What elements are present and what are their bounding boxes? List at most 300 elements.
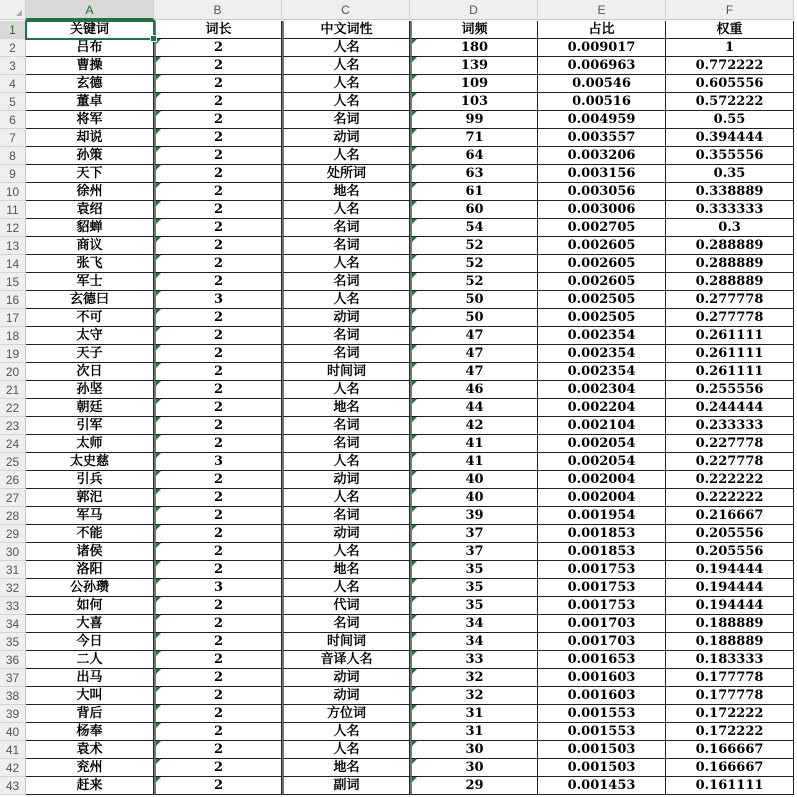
table-cell[interactable]: 名词 [282,435,410,453]
header-cell[interactable]: 占比 [538,21,666,39]
table-cell[interactable]: 2 [154,525,282,543]
table-cell[interactable]: 0.161111 [666,777,794,795]
table-cell[interactable]: 太史慈 [26,453,154,471]
table-cell[interactable]: 0.001703 [538,633,666,651]
table-cell[interactable]: 2 [154,327,282,345]
table-cell[interactable]: 2 [154,183,282,201]
table-cell[interactable]: 0.002304 [538,381,666,399]
table-cell[interactable]: 61 [410,183,538,201]
table-cell[interactable]: 40 [410,471,538,489]
table-cell[interactable]: 袁术 [26,741,154,759]
header-cell[interactable]: 词频 [410,21,538,39]
row-header[interactable]: 13 [0,237,26,255]
table-cell[interactable]: 71 [410,129,538,147]
table-cell[interactable]: 3 [154,453,282,471]
table-cell[interactable]: 副词 [282,777,410,795]
table-cell[interactable]: 50 [410,291,538,309]
table-cell[interactable]: 0.009017 [538,39,666,57]
table-cell[interactable]: 42 [410,417,538,435]
row-header[interactable]: 30 [0,543,26,561]
table-cell[interactable]: 大叫 [26,687,154,705]
table-cell[interactable]: 人名 [282,39,410,57]
table-cell[interactable]: 47 [410,327,538,345]
table-cell[interactable]: 吕布 [26,39,154,57]
table-cell[interactable]: 0.333333 [666,201,794,219]
table-cell[interactable]: 0.166667 [666,759,794,777]
row-header[interactable]: 21 [0,381,26,399]
table-cell[interactable]: 人名 [282,723,410,741]
row-header[interactable]: 35 [0,633,26,651]
table-cell[interactable]: 人名 [282,453,410,471]
table-cell[interactable]: 0.183333 [666,651,794,669]
table-cell[interactable]: 33 [410,651,538,669]
table-cell[interactable]: 0.261111 [666,363,794,381]
column-header-C[interactable]: C [282,0,410,20]
table-cell[interactable]: 人名 [282,381,410,399]
table-cell[interactable]: 0.002505 [538,291,666,309]
table-cell[interactable]: 2 [154,399,282,417]
table-cell[interactable]: 曹操 [26,57,154,75]
row-header[interactable]: 31 [0,561,26,579]
table-cell[interactable]: 代词 [282,597,410,615]
table-cell[interactable]: 名词 [282,219,410,237]
table-cell[interactable]: 0.288889 [666,255,794,273]
table-cell[interactable]: 貂蝉 [26,219,154,237]
table-cell[interactable]: 0.002204 [538,399,666,417]
table-cell[interactable]: 赶来 [26,777,154,795]
table-cell[interactable]: 2 [154,633,282,651]
table-cell[interactable]: 50 [410,309,538,327]
row-header[interactable]: 38 [0,687,26,705]
table-cell[interactable]: 大喜 [26,615,154,633]
table-cell[interactable]: 32 [410,669,538,687]
row-header[interactable]: 16 [0,291,26,309]
table-cell[interactable]: 35 [410,579,538,597]
table-cell[interactable]: 41 [410,453,538,471]
table-cell[interactable]: 动词 [282,687,410,705]
header-cell[interactable]: 权重 [666,21,794,39]
table-cell[interactable]: 0.261111 [666,345,794,363]
table-cell[interactable]: 0.255556 [666,381,794,399]
table-cell[interactable]: 人名 [282,543,410,561]
table-cell[interactable]: 0.002705 [538,219,666,237]
table-cell[interactable]: 2 [154,57,282,75]
table-cell[interactable]: 0.355556 [666,147,794,165]
row-header[interactable]: 20 [0,363,26,381]
table-cell[interactable]: 商议 [26,237,154,255]
table-cell[interactable]: 玄德曰 [26,291,154,309]
table-cell[interactable]: 2 [154,777,282,795]
table-cell[interactable]: 人名 [282,93,410,111]
table-cell[interactable]: 0.00546 [538,75,666,93]
table-cell[interactable]: 0.572222 [666,93,794,111]
table-cell[interactable]: 109 [410,75,538,93]
row-header[interactable]: 4 [0,75,26,93]
table-cell[interactable]: 公孙瓒 [26,579,154,597]
row-header[interactable]: 33 [0,597,26,615]
table-cell[interactable]: 0.277778 [666,309,794,327]
header-cell[interactable]: 关键词 [26,21,154,39]
row-header[interactable]: 12 [0,219,26,237]
table-cell[interactable]: 人名 [282,579,410,597]
table-cell[interactable]: 时间词 [282,633,410,651]
table-cell[interactable]: 2 [154,273,282,291]
table-cell[interactable]: 0.003056 [538,183,666,201]
table-cell[interactable]: 杨奉 [26,723,154,741]
row-header[interactable]: 15 [0,273,26,291]
table-cell[interactable]: 0.002605 [538,273,666,291]
table-cell[interactable]: 0.177778 [666,687,794,705]
table-cell[interactable]: 动词 [282,309,410,327]
row-header[interactable]: 29 [0,525,26,543]
table-cell[interactable]: 名词 [282,345,410,363]
row-header[interactable]: 26 [0,471,26,489]
table-cell[interactable]: 0.003557 [538,129,666,147]
table-cell[interactable]: 0.35 [666,165,794,183]
table-cell[interactable]: 2 [154,381,282,399]
table-cell[interactable]: 董卓 [26,93,154,111]
table-cell[interactable]: 0.002354 [538,327,666,345]
table-cell[interactable]: 0.772222 [666,57,794,75]
table-cell[interactable]: 0.166667 [666,741,794,759]
table-cell[interactable]: 将军 [26,111,154,129]
table-cell[interactable]: 名词 [282,507,410,525]
table-cell[interactable]: 名词 [282,237,410,255]
row-header[interactable]: 7 [0,129,26,147]
row-header[interactable]: 11 [0,201,26,219]
table-cell[interactable]: 0.001753 [538,561,666,579]
table-cell[interactable]: 处所词 [282,165,410,183]
table-cell[interactable]: 却说 [26,129,154,147]
table-cell[interactable]: 0.001954 [538,507,666,525]
table-cell[interactable]: 63 [410,165,538,183]
table-cell[interactable]: 名词 [282,417,410,435]
table-cell[interactable]: 3 [154,291,282,309]
table-cell[interactable]: 0.194444 [666,561,794,579]
row-header[interactable]: 6 [0,111,26,129]
table-cell[interactable]: 40 [410,489,538,507]
table-cell[interactable]: 如何 [26,597,154,615]
table-cell[interactable]: 2 [154,759,282,777]
table-cell[interactable]: 动词 [282,525,410,543]
table-cell[interactable]: 0.177778 [666,669,794,687]
table-cell[interactable]: 2 [154,147,282,165]
table-cell[interactable]: 47 [410,363,538,381]
table-cell[interactable]: 0.001503 [538,741,666,759]
table-cell[interactable]: 60 [410,201,538,219]
table-cell[interactable]: 0.188889 [666,615,794,633]
table-cell[interactable]: 2 [154,417,282,435]
table-cell[interactable]: 0.001503 [538,759,666,777]
table-cell[interactable]: 2 [154,255,282,273]
row-header[interactable]: 43 [0,777,26,795]
row-header[interactable]: 9 [0,165,26,183]
table-cell[interactable]: 地名 [282,399,410,417]
table-cell[interactable]: 0.394444 [666,129,794,147]
table-cell[interactable]: 103 [410,93,538,111]
table-cell[interactable]: 0.194444 [666,597,794,615]
table-cell[interactable]: 2 [154,615,282,633]
table-cell[interactable]: 孙策 [26,147,154,165]
table-cell[interactable]: 0.002605 [538,237,666,255]
table-cell[interactable]: 张飞 [26,255,154,273]
column-header-D[interactable]: D [410,0,538,20]
table-cell[interactable]: 2 [154,237,282,255]
row-header[interactable]: 10 [0,183,26,201]
table-cell[interactable]: 时间词 [282,363,410,381]
table-cell[interactable]: 99 [410,111,538,129]
table-cell[interactable]: 2 [154,165,282,183]
table-cell[interactable]: 0.172222 [666,705,794,723]
table-cell[interactable]: 2 [154,111,282,129]
table-cell[interactable]: 天下 [26,165,154,183]
row-header[interactable]: 14 [0,255,26,273]
table-cell[interactable]: 52 [410,237,538,255]
row-header[interactable]: 2 [0,39,26,57]
table-cell[interactable]: 0.001553 [538,705,666,723]
table-cell[interactable]: 0.006963 [538,57,666,75]
row-header[interactable]: 22 [0,399,26,417]
table-cell[interactable]: 44 [410,399,538,417]
table-cell[interactable]: 30 [410,741,538,759]
table-cell[interactable]: 35 [410,561,538,579]
table-cell[interactable]: 0.288889 [666,237,794,255]
row-header[interactable]: 19 [0,345,26,363]
table-cell[interactable]: 次日 [26,363,154,381]
table-cell[interactable]: 太守 [26,327,154,345]
row-header[interactable]: 34 [0,615,26,633]
table-cell[interactable]: 3 [154,579,282,597]
table-cell[interactable]: 0.277778 [666,291,794,309]
table-cell[interactable]: 47 [410,345,538,363]
row-header[interactable]: 40 [0,723,26,741]
table-cell[interactable]: 0.188889 [666,633,794,651]
table-cell[interactable]: 0.244444 [666,399,794,417]
table-cell[interactable]: 0.172222 [666,723,794,741]
table-cell[interactable]: 0.233333 [666,417,794,435]
table-cell[interactable]: 不能 [26,525,154,543]
table-cell[interactable]: 2 [154,687,282,705]
table-cell[interactable]: 2 [154,651,282,669]
table-cell[interactable]: 0.001603 [538,669,666,687]
table-cell[interactable]: 2 [154,471,282,489]
table-cell[interactable]: 人名 [282,489,410,507]
row-header[interactable]: 36 [0,651,26,669]
row-header[interactable]: 3 [0,57,26,75]
table-cell[interactable]: 朝廷 [26,399,154,417]
table-cell[interactable]: 37 [410,525,538,543]
table-cell[interactable]: 0.001703 [538,615,666,633]
table-cell[interactable]: 0.003156 [538,165,666,183]
row-header[interactable]: 17 [0,309,26,327]
table-cell[interactable]: 引兵 [26,471,154,489]
table-cell[interactable]: 31 [410,723,538,741]
table-cell[interactable]: 人名 [282,201,410,219]
table-cell[interactable]: 郭汜 [26,489,154,507]
table-cell[interactable]: 0.605556 [666,75,794,93]
table-cell[interactable]: 2 [154,363,282,381]
table-cell[interactable]: 0.001653 [538,651,666,669]
table-cell[interactable]: 0.002004 [538,471,666,489]
table-cell[interactable]: 天子 [26,345,154,363]
table-cell[interactable]: 2 [154,723,282,741]
table-cell[interactable]: 人名 [282,57,410,75]
table-cell[interactable]: 0.3 [666,219,794,237]
table-cell[interactable]: 0.001753 [538,579,666,597]
table-cell[interactable]: 名词 [282,273,410,291]
table-cell[interactable]: 41 [410,435,538,453]
table-cell[interactable]: 2 [154,219,282,237]
row-header[interactable]: 37 [0,669,26,687]
row-header[interactable]: 28 [0,507,26,525]
table-cell[interactable]: 0.338889 [666,183,794,201]
table-cell[interactable]: 2 [154,597,282,615]
table-cell[interactable]: 52 [410,255,538,273]
table-cell[interactable]: 2 [154,669,282,687]
table-cell[interactable]: 35 [410,597,538,615]
table-cell[interactable]: 引军 [26,417,154,435]
table-cell[interactable]: 0.002004 [538,489,666,507]
table-cell[interactable]: 地名 [282,759,410,777]
table-cell[interactable]: 人名 [282,255,410,273]
table-cell[interactable]: 39 [410,507,538,525]
table-cell[interactable]: 0.003206 [538,147,666,165]
table-cell[interactable]: 0.002054 [538,453,666,471]
row-header[interactable]: 39 [0,705,26,723]
select-all-corner[interactable] [0,0,26,20]
row-header[interactable]: 25 [0,453,26,471]
table-cell[interactable]: 出马 [26,669,154,687]
table-cell[interactable]: 34 [410,615,538,633]
table-cell[interactable]: 0.002605 [538,255,666,273]
row-header[interactable]: 27 [0,489,26,507]
table-cell[interactable]: 人名 [282,147,410,165]
table-cell[interactable]: 0.002505 [538,309,666,327]
table-cell[interactable]: 军马 [26,507,154,525]
column-header-B[interactable]: B [154,0,282,20]
table-cell[interactable]: 29 [410,777,538,795]
row-header[interactable]: 18 [0,327,26,345]
table-cell[interactable]: 0.222222 [666,471,794,489]
table-cell[interactable]: 0.001553 [538,723,666,741]
table-cell[interactable]: 2 [154,507,282,525]
table-cell[interactable]: 二人 [26,651,154,669]
header-cell[interactable]: 中文词性 [282,21,410,39]
table-cell[interactable]: 袁绍 [26,201,154,219]
table-cell[interactable]: 31 [410,705,538,723]
table-cell[interactable]: 34 [410,633,538,651]
table-cell[interactable]: 0.00516 [538,93,666,111]
table-cell[interactable]: 0.001853 [538,525,666,543]
table-cell[interactable]: 人名 [282,741,410,759]
row-header[interactable]: 32 [0,579,26,597]
table-cell[interactable]: 0.222222 [666,489,794,507]
table-cell[interactable]: 0.205556 [666,525,794,543]
table-cell[interactable]: 54 [410,219,538,237]
table-cell[interactable]: 徐州 [26,183,154,201]
table-cell[interactable]: 背后 [26,705,154,723]
table-cell[interactable]: 0.003006 [538,201,666,219]
table-cell[interactable]: 地名 [282,183,410,201]
table-cell[interactable]: 人名 [282,291,410,309]
table-cell[interactable]: 0.216667 [666,507,794,525]
row-header[interactable]: 24 [0,435,26,453]
row-header[interactable]: 23 [0,417,26,435]
table-cell[interactable]: 名词 [282,111,410,129]
table-cell[interactable]: 2 [154,129,282,147]
table-cell[interactable]: 动词 [282,471,410,489]
table-cell[interactable]: 2 [154,201,282,219]
table-cell[interactable]: 2 [154,561,282,579]
table-cell[interactable]: 0.194444 [666,579,794,597]
table-cell[interactable]: 动词 [282,129,410,147]
table-cell[interactable]: 今日 [26,633,154,651]
table-cell[interactable]: 32 [410,687,538,705]
table-cell[interactable]: 37 [410,543,538,561]
table-cell[interactable]: 0.261111 [666,327,794,345]
row-header[interactable]: 5 [0,93,26,111]
table-cell[interactable]: 0.227778 [666,435,794,453]
table-cell[interactable]: 2 [154,39,282,57]
table-cell[interactable]: 0.004959 [538,111,666,129]
table-cell[interactable]: 0.001603 [538,687,666,705]
table-cell[interactable]: 名词 [282,327,410,345]
table-cell[interactable]: 2 [154,93,282,111]
table-cell[interactable]: 名词 [282,615,410,633]
column-header-E[interactable]: E [538,0,666,20]
table-cell[interactable]: 玄德 [26,75,154,93]
table-cell[interactable]: 不可 [26,309,154,327]
table-cell[interactable]: 180 [410,39,538,57]
table-cell[interactable]: 0.002054 [538,435,666,453]
row-header[interactable]: 41 [0,741,26,759]
table-cell[interactable]: 洛阳 [26,561,154,579]
column-header-A[interactable]: A [26,0,154,20]
table-cell[interactable]: 0.55 [666,111,794,129]
table-cell[interactable]: 0.205556 [666,543,794,561]
table-cell[interactable]: 地名 [282,561,410,579]
table-cell[interactable]: 0.001453 [538,777,666,795]
table-cell[interactable]: 0.001853 [538,543,666,561]
table-cell[interactable]: 2 [154,435,282,453]
table-cell[interactable]: 2 [154,75,282,93]
table-cell[interactable]: 兖州 [26,759,154,777]
row-header[interactable]: 42 [0,759,26,777]
table-cell[interactable]: 0.002354 [538,345,666,363]
row-header[interactable]: 8 [0,147,26,165]
header-cell[interactable]: 词长 [154,21,282,39]
table-cell[interactable]: 孙坚 [26,381,154,399]
table-cell[interactable]: 太师 [26,435,154,453]
table-cell[interactable]: 0.227778 [666,453,794,471]
table-cell[interactable]: 139 [410,57,538,75]
table-cell[interactable]: 0.002104 [538,417,666,435]
table-cell[interactable]: 46 [410,381,538,399]
table-cell[interactable]: 1 [666,39,794,57]
table-cell[interactable]: 0.002354 [538,363,666,381]
table-cell[interactable]: 30 [410,759,538,777]
column-header-F[interactable]: F [666,0,794,20]
table-cell[interactable]: 52 [410,273,538,291]
table-cell[interactable]: 动词 [282,669,410,687]
table-cell[interactable]: 2 [154,543,282,561]
table-cell[interactable]: 2 [154,309,282,327]
table-cell[interactable]: 64 [410,147,538,165]
table-cell[interactable]: 0.288889 [666,273,794,291]
table-cell[interactable]: 音译人名 [282,651,410,669]
table-cell[interactable]: 0.001753 [538,597,666,615]
table-cell[interactable]: 2 [154,705,282,723]
